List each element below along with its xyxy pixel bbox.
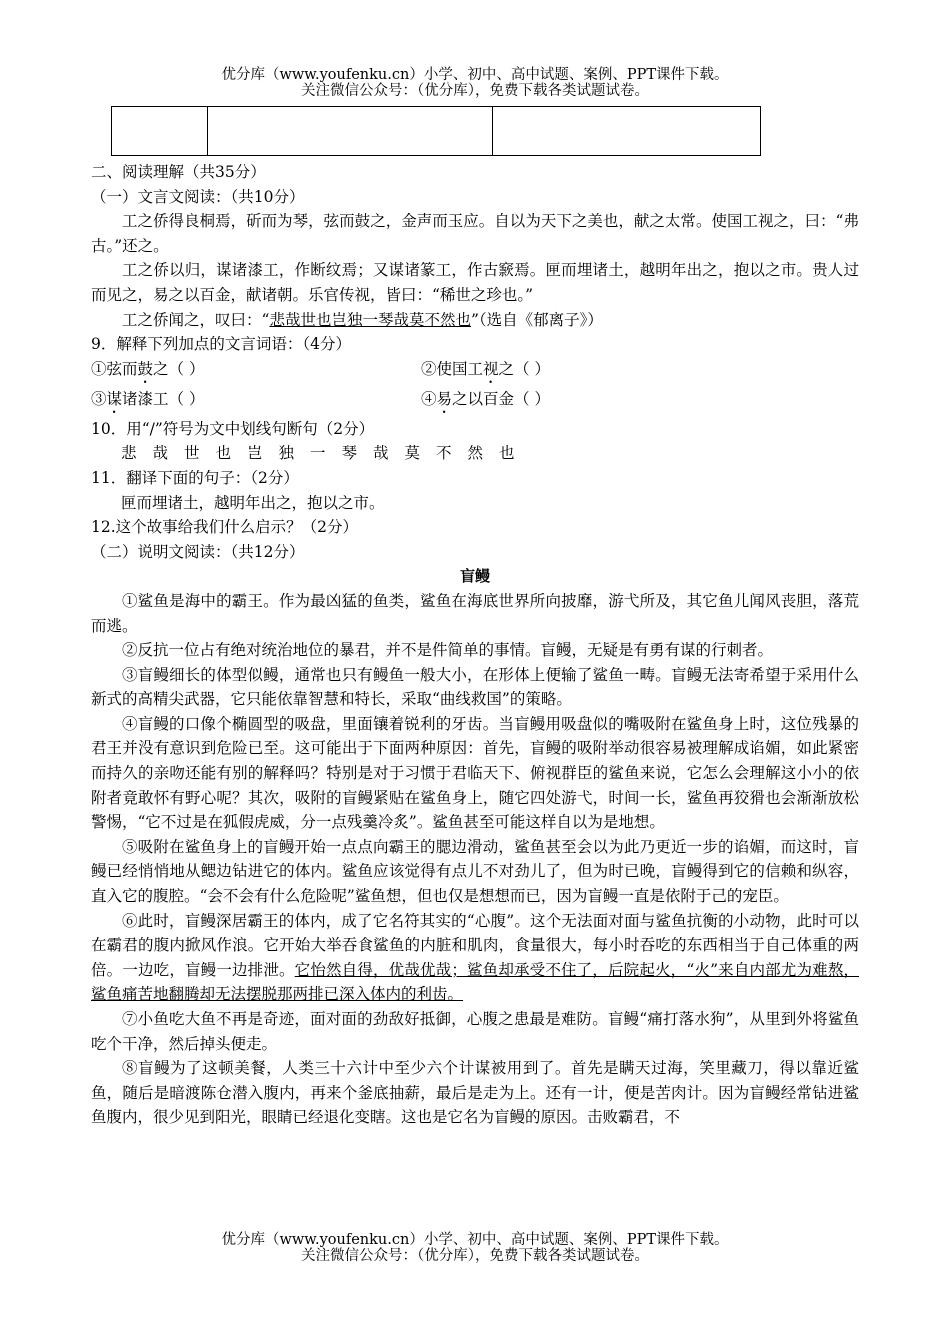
article-paragraph-1: ①鲨鱼是海中的霸王。作为最凶猛的鱼类，鲨鱼在海底世界所向披靡，游弋所及，其它鱼儿闻风丧胆，落荒而逃。	[91, 591, 859, 635]
underlined-passage: 它怡然自得，优哉优哉；鲨鱼却承受不住了，后院起火，“火”来自内部尤为难熬，鲨鱼痛苦地翻腾却无法摆脱那两排已深入体内的利齿。	[91, 960, 859, 1004]
header-line-1: 优分库（www.youfenku.cn）小学、初中、高中试题、案例、PPT课件下载。	[221, 67, 729, 83]
article-title: 盲鳗	[459, 567, 490, 586]
q9-option-1: ①弦而鼓之（ ）	[91, 359, 205, 378]
dotted-word: 谋	[106, 389, 123, 408]
article-paragraph-8: ⑧盲鳗为了这顿美餐，人类三十六计中至少六个计谋被用到了。首先是瞒天过海，笑里藏刀，得以靠近鲨鱼，随后是暗渡陈仓潜入腹内，再来个釜底抽薪，最后是走为上。还有一计，便是苦肉计。因为盲鳗经常钻进鲨鱼腹内，很少见到阳光，眼睛已经退化变瞎。这也是它名为盲鳗的原因。击败霸君，不	[91, 1059, 859, 1127]
page-header	[0, 67, 950, 99]
dotted-word: 易	[436, 389, 453, 408]
question-10-stem: 10．用“/”符号为文中划线句断句（2分）	[91, 419, 375, 438]
footer-line-1: 优分库（www.youfenku.cn）小学、初中、高中试题、案例、PPT课件下载。	[221, 1232, 729, 1248]
classical-paragraph-3	[91, 308, 859, 333]
classical-paragraph-2: 工之侨以归，谋诸漆工，作断纹焉；又谋诸篆工，作古窾焉。匣而埋诸土，越明年出之，抱以之市。贵人过而见之，易之以百金，献诸朝。乐官传视，皆曰：“稀世之珍也。”	[91, 261, 859, 304]
q9-option-4: ④易之以百金（ ）	[421, 389, 550, 408]
part2-title: （二）说明文阅读：（共12分）	[91, 542, 305, 561]
question-12-stem: 12.这个故事给我们什么启示？（2分）	[91, 518, 359, 537]
question-11-stem: 11．翻译下面的句子：（2分）	[91, 468, 299, 487]
underlined-sentence: 悲哉世也岂独一琴哉莫不然也	[269, 310, 471, 329]
part1-title: （一）文言文阅读：（共10分）	[91, 187, 305, 206]
classical-p3-suffix: ”（选自《郁离子》）	[470, 310, 603, 329]
answer-table-cell	[208, 107, 493, 155]
article-paragraph-2: ②反抗一位占有绝对统治地位的暴君，并不是件简单的事情。盲鳗，无疑是有勇有谋的行刺者。	[122, 641, 774, 660]
dotted-word: 鼓	[137, 359, 154, 378]
classical-paragraph-1: 工之侨得良桐焉，斫而为琴，弦而鼓之，金声而玉应。自以为天下之美也，献之太常。使国工视之，曰：“弗古。”还之。	[91, 212, 859, 255]
article-paragraph-6: ⑥此时，盲鳗深居霸王的体内，成了它名符其实的“心腹”。这个无法面对面与鲨鱼抗衡的小动物，此时可以在霸君的腹内掀风作浪。它开始大举吞食鲨鱼的内脏和肌肉，食量很大，每小时吞吃的东西相当于自己体重的两倍。一边吃，盲鳗一边排泄。它怡然自得，优哉优哉；鲨鱼却承受不住了，后院起火，“火”来自内部尤为难熬，鲨鱼痛苦地翻腾却无法摆脱那两排已深入体内的利齿。	[91, 911, 859, 1004]
article-paragraph-5: ⑤吸附在鲨鱼身上的盲鳗开始一点点向霸王的腮边滑动，鲨鱼甚至会以为此乃更近一步的谄媚，而这时，盲鳗已经悄悄地从鳃边钻进它的体内。鲨鱼应该觉得有点儿不对劲儿了，但为时已晚，盲鳗得到它的信赖和纵容，直入它的腹腔。“会不会有什么危险呢”鲨鱼想，但也仅是想想而已，因为盲鳗一直是依附于己的宠臣。	[91, 837, 859, 906]
header-line-2: 关注微信公众号：（优分库），免费下载各类试题试卷。	[301, 83, 649, 99]
q9-option-2: ②使国工视之（ ）	[421, 359, 550, 378]
page-footer	[0, 1232, 950, 1264]
answer-table	[111, 106, 761, 156]
article-paragraph-3: ③盲鳗细长的体型似鳗，通常也只有鳗鱼一般大小，在形体上便输了鲨鱼一畴。盲鳗无法寄希望于采用什么新式的高精尖武器，它只能依靠智慧和特长，采取“曲线救国”的策略。	[91, 665, 859, 709]
question-9-stem: 9．解释下列加点的文言词语：（4分）	[91, 335, 351, 354]
question-10-sentence: 悲哉世也岂独一琴哉莫不然也	[121, 444, 531, 463]
answer-table-cell	[493, 107, 760, 155]
question-11-sentence: 匣而埋诸土，越明年出之，抱以之市。	[121, 493, 385, 512]
footer-line-2: 关注微信公众号：（优分库），免费下载各类试题试卷。	[301, 1248, 649, 1264]
question-9-row-1	[91, 357, 859, 387]
dotted-word: 视	[483, 359, 499, 378]
section-title: 二、阅读理解（共35分）	[91, 163, 266, 181]
article-paragraph-4: ④盲鳗的口像个椭圆型的吸盘，里面镶着锐利的牙齿。当盲鳗用吸盘似的嘴吸附在鲨鱼身上时，这位残暴的君王并没有意识到危险已至。这可能出于下面两种原因：首先，盲鳗的吸附举动很容易被理解成谄媚，如此紧密而持久的亲吻还能有别的解释吗？特别是对于习惯于君临天下、俯视群臣的鲨鱼来说，它怎么会理解这小小的依附者竟敢怀有野心呢？其次，吸附的盲鳗紧贴在鲨鱼身上，随它四处游弋，时间一长，鲨鱼再狡猾也会渐渐放松警惕，“它不过是在狐假虎威，分一点残羹冷炙”。鲨鱼甚至可能这样自以为是地想。	[91, 714, 859, 832]
q9-option-3: ③谋诸漆工（ ）	[91, 389, 205, 408]
answer-table-cell	[112, 107, 208, 155]
classical-p3-prefix: 工之侨闻之，叹曰：“	[122, 310, 270, 329]
article-paragraph-7: ⑦小鱼吃大鱼不再是奇迹，面对面的劲敌好抵御，心腹之患最是难防。盲鳗“痛打落水狗”，从里到外将鲨鱼吃个干净，然后掉头便走。	[91, 1010, 859, 1053]
main-content	[91, 160, 859, 1130]
question-9-row-2	[91, 387, 859, 417]
